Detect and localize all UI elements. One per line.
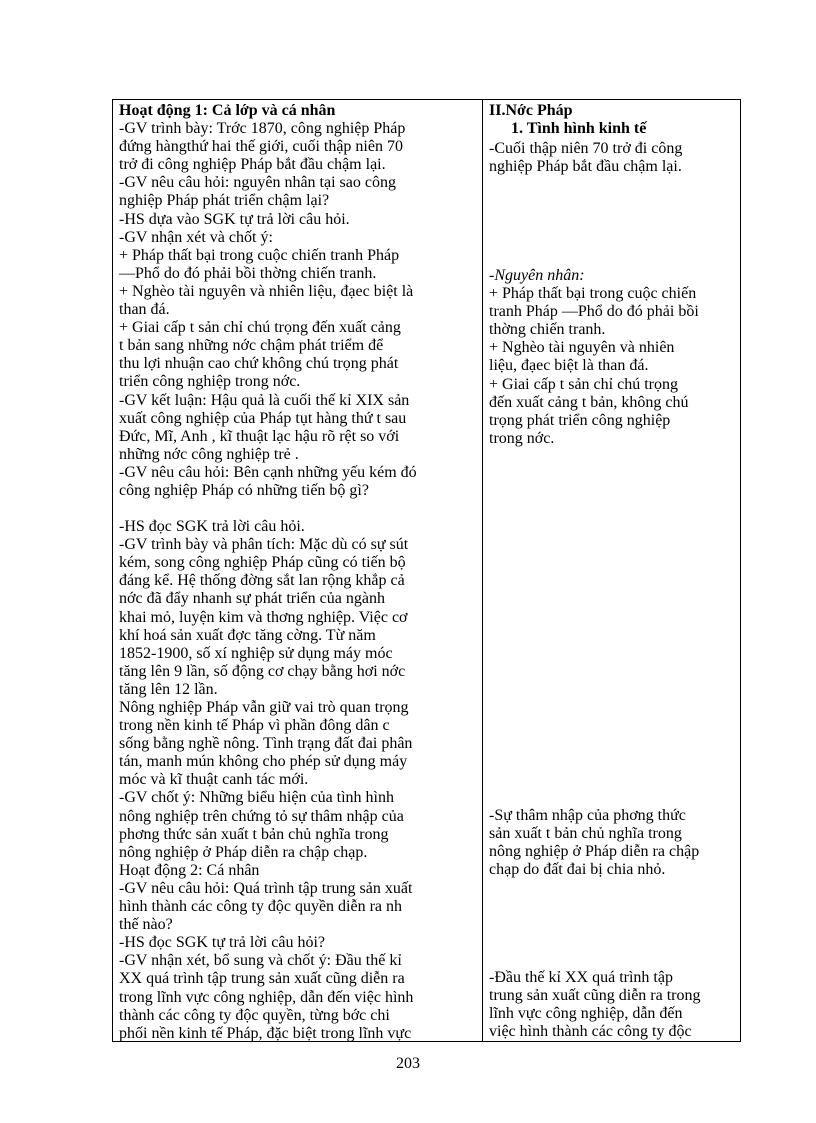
text-line: tăng lên 12 lần. xyxy=(119,680,218,698)
text-line: việc hình thành các công ty độc xyxy=(489,1023,692,1041)
text-line: nông nghiệp trên chứng tỏ sự thâm nhập của xyxy=(119,807,404,825)
text-line: + Pháp thất bại trong cuộc chiến xyxy=(489,285,697,303)
text-line: t bản sang những nớc chậm phát triểm để xyxy=(119,337,384,355)
text-line: Nông nghiệp Pháp vẫn giữ vai trò quan trọng xyxy=(119,699,409,716)
text-line: phối nền kinh tế Pháp, đặc biệt trong lĩnh vực xyxy=(119,1024,412,1041)
text-line: đáng kể. Hệ thống đờng sắt lan rộng khắp cả xyxy=(119,572,405,590)
text-line: trung sản xuất cũng diễn ra trong xyxy=(489,987,701,1005)
text-line: trở đi công nghiệp Pháp bắt đầu chậm lại. xyxy=(119,156,386,174)
text-line: -Đầu thế kỉ XX quá trình tập xyxy=(489,969,673,986)
teacher-activity-column xyxy=(113,100,483,1041)
text-line: tranh Pháp —Phổ do đó phải bồi xyxy=(489,303,699,321)
text-line: tán, manh mún không cho phép sử dụng máy xyxy=(119,753,408,771)
text-line: -GV trình bày và phân tích: Mặc dù có sự sút xyxy=(119,536,409,554)
text-line: xuất công nghiệp của Pháp tụt hàng thứ t sau xyxy=(119,409,407,427)
text-line: lĩnh vực công nghiệp, dẫn đến xyxy=(489,1005,683,1023)
slowdown-summary xyxy=(489,140,736,176)
text-line: nớc đã đẩy nhanh sự phát triển của ngành xyxy=(119,590,385,608)
monopoly-summary xyxy=(489,969,736,1041)
text-line: -GV nhận xét và chốt ý: xyxy=(119,228,273,246)
text-line: + Giai cấp t sản chỉ chú trọng xyxy=(489,375,678,393)
text-line: triển công nghiệp trong nớc. xyxy=(119,373,301,391)
text-line: + Nghèo tài nguyên và nhiên liệu, đạec biệt là xyxy=(119,282,414,300)
text-line: Hoạt động 2: Cá nhân xyxy=(119,861,260,879)
text-line: -HS đọc SGK trả lời câu hỏi. xyxy=(119,518,305,536)
text-line: nghiệp Pháp bắt đầu chậm lại. xyxy=(489,158,682,176)
text-line: -GV nêu câu hỏi: nguyên nhân tại sao công xyxy=(119,174,396,192)
text-line: tăng lên 9 lần, số động cơ chạy bằng hơi nớc xyxy=(119,662,406,680)
text-line: Hoạt động 1: Cả lớp và cá nhân xyxy=(119,102,336,119)
text-line: nông nghiệp ở Pháp diễn ra chập chạp. xyxy=(119,843,368,861)
section-heading-block xyxy=(489,102,736,138)
text-line: trọng phát triển công nghiệp xyxy=(489,411,671,429)
text-line: -HS đọc SGK tự trả lời câu hỏi? xyxy=(119,934,325,952)
text-line: nông nghiệp ở Pháp diễn ra chập xyxy=(489,843,700,861)
text-line: hình thành các công ty độc quyền diễn ra nh xyxy=(119,898,403,916)
text-line: than đá. xyxy=(119,301,170,319)
text-line: thờng chiến tranh. xyxy=(489,321,606,339)
text-line: -HS dựa vào SGK tự trả lời câu hỏi. xyxy=(119,210,350,228)
content-table xyxy=(112,99,741,1042)
text-line: đứng hàngthứ hai thế giới, cuối thập niên 70 xyxy=(119,138,403,156)
text-line: phơng thức sản xuất t bản chủ nghĩa trong xyxy=(119,825,389,843)
text-line: -GV chốt ý: Những biểu hiện của tình hình xyxy=(119,789,394,807)
subsection-heading: 1. Tình hình kinh tế xyxy=(511,120,647,138)
text-line: trong nớc. xyxy=(489,429,555,447)
text-line: 1852-1900, số xí nghiệp sử dụng máy móc xyxy=(119,644,393,662)
text-line: -GV nêu câu hỏi: Bên cạnh những yếu kém đó xyxy=(119,463,417,481)
text-line: -Sự thâm nhập của phơng thức xyxy=(489,807,686,824)
text-line: thế nào? xyxy=(119,916,173,934)
text-line: -GV trình bày: Trớc 1870, công nghiệp Pháp xyxy=(119,120,406,138)
lesson-content-column xyxy=(483,100,740,1041)
text-line: sản xuất t bản chủ nghĩa trong xyxy=(489,825,682,843)
text-line: -GV nhận xét, bổ sung và chốt ý: Đầu thế kỉ xyxy=(119,952,402,970)
agriculture-summary xyxy=(489,807,736,879)
text-line: kém, song công nghiệp Pháp cũng có tiến bộ xyxy=(119,554,406,572)
causes-label: -Nguyên nhân: xyxy=(489,267,585,284)
text-line: thu lợi nhuận cao chứ không chú trọng phát xyxy=(119,355,399,373)
text-line: móc và kĩ thuật canh tác mới. xyxy=(119,771,309,789)
text-line: -GV kết luận: Hậu quả là cuối thế kỉ XIX sản xyxy=(119,391,410,409)
text-line: những nớc công nghiệp trẻ . xyxy=(119,445,299,463)
text-line: -GV nêu câu hỏi: Quá trình tập trung sản xuất xyxy=(119,879,413,897)
text-line: —Phổ do đó phải bồi thờng chiến tranh. xyxy=(119,264,377,282)
text-line: trong nền kinh tế Pháp vì phần đông dân c xyxy=(119,717,390,735)
page-number: 203 xyxy=(396,1055,420,1072)
text-line: + Pháp thất bại trong cuộc chiến tranh Pháp xyxy=(119,246,400,264)
causes-block xyxy=(489,267,736,448)
text-line xyxy=(119,500,476,518)
section-heading: II.Nớc Pháp xyxy=(489,102,573,119)
text-line: khai mỏ, luyện kim và thơng nghiệp. Việc cơ xyxy=(119,608,408,626)
text-line: trong lĩnh vực công nghiệp, dẫn đến việc hình xyxy=(119,988,414,1006)
text-line: thành các công ty độc quyền, từng bớc chi xyxy=(119,1006,390,1024)
text-line: khí hoá sản xuất đợc tăng cờng. Từ năm xyxy=(119,626,376,644)
text-line: chạp do đất đai bị chia nhỏ. xyxy=(489,861,666,879)
text-line: + Nghèo tài nguyên và nhiên xyxy=(489,339,675,357)
text-line: XX quá trình tập trung sản xuất cũng diễn ra xyxy=(119,970,405,988)
text-line: công nghiệp Pháp có những tiến bộ gì? xyxy=(119,481,369,499)
text-line: + Giai cấp t sản chỉ chú trọng đến xuất cảng xyxy=(119,319,401,337)
text-line: đến xuất cảng t bản, không chú xyxy=(489,393,689,411)
text-line: nghiệp Pháp phát triển chậm lại? xyxy=(119,192,330,210)
text-line: Đức, Mĩ, Anh , kĩ thuật lạc hậu rõ rệt so với xyxy=(119,427,400,445)
text-line: -Cuối thập niên 70 trở đi công xyxy=(489,140,683,157)
text-line: sống bằng nghề nông. Tình trạng đất đai phân xyxy=(119,735,413,753)
text-line: liệu, đạec biệt là than đá. xyxy=(489,357,649,375)
